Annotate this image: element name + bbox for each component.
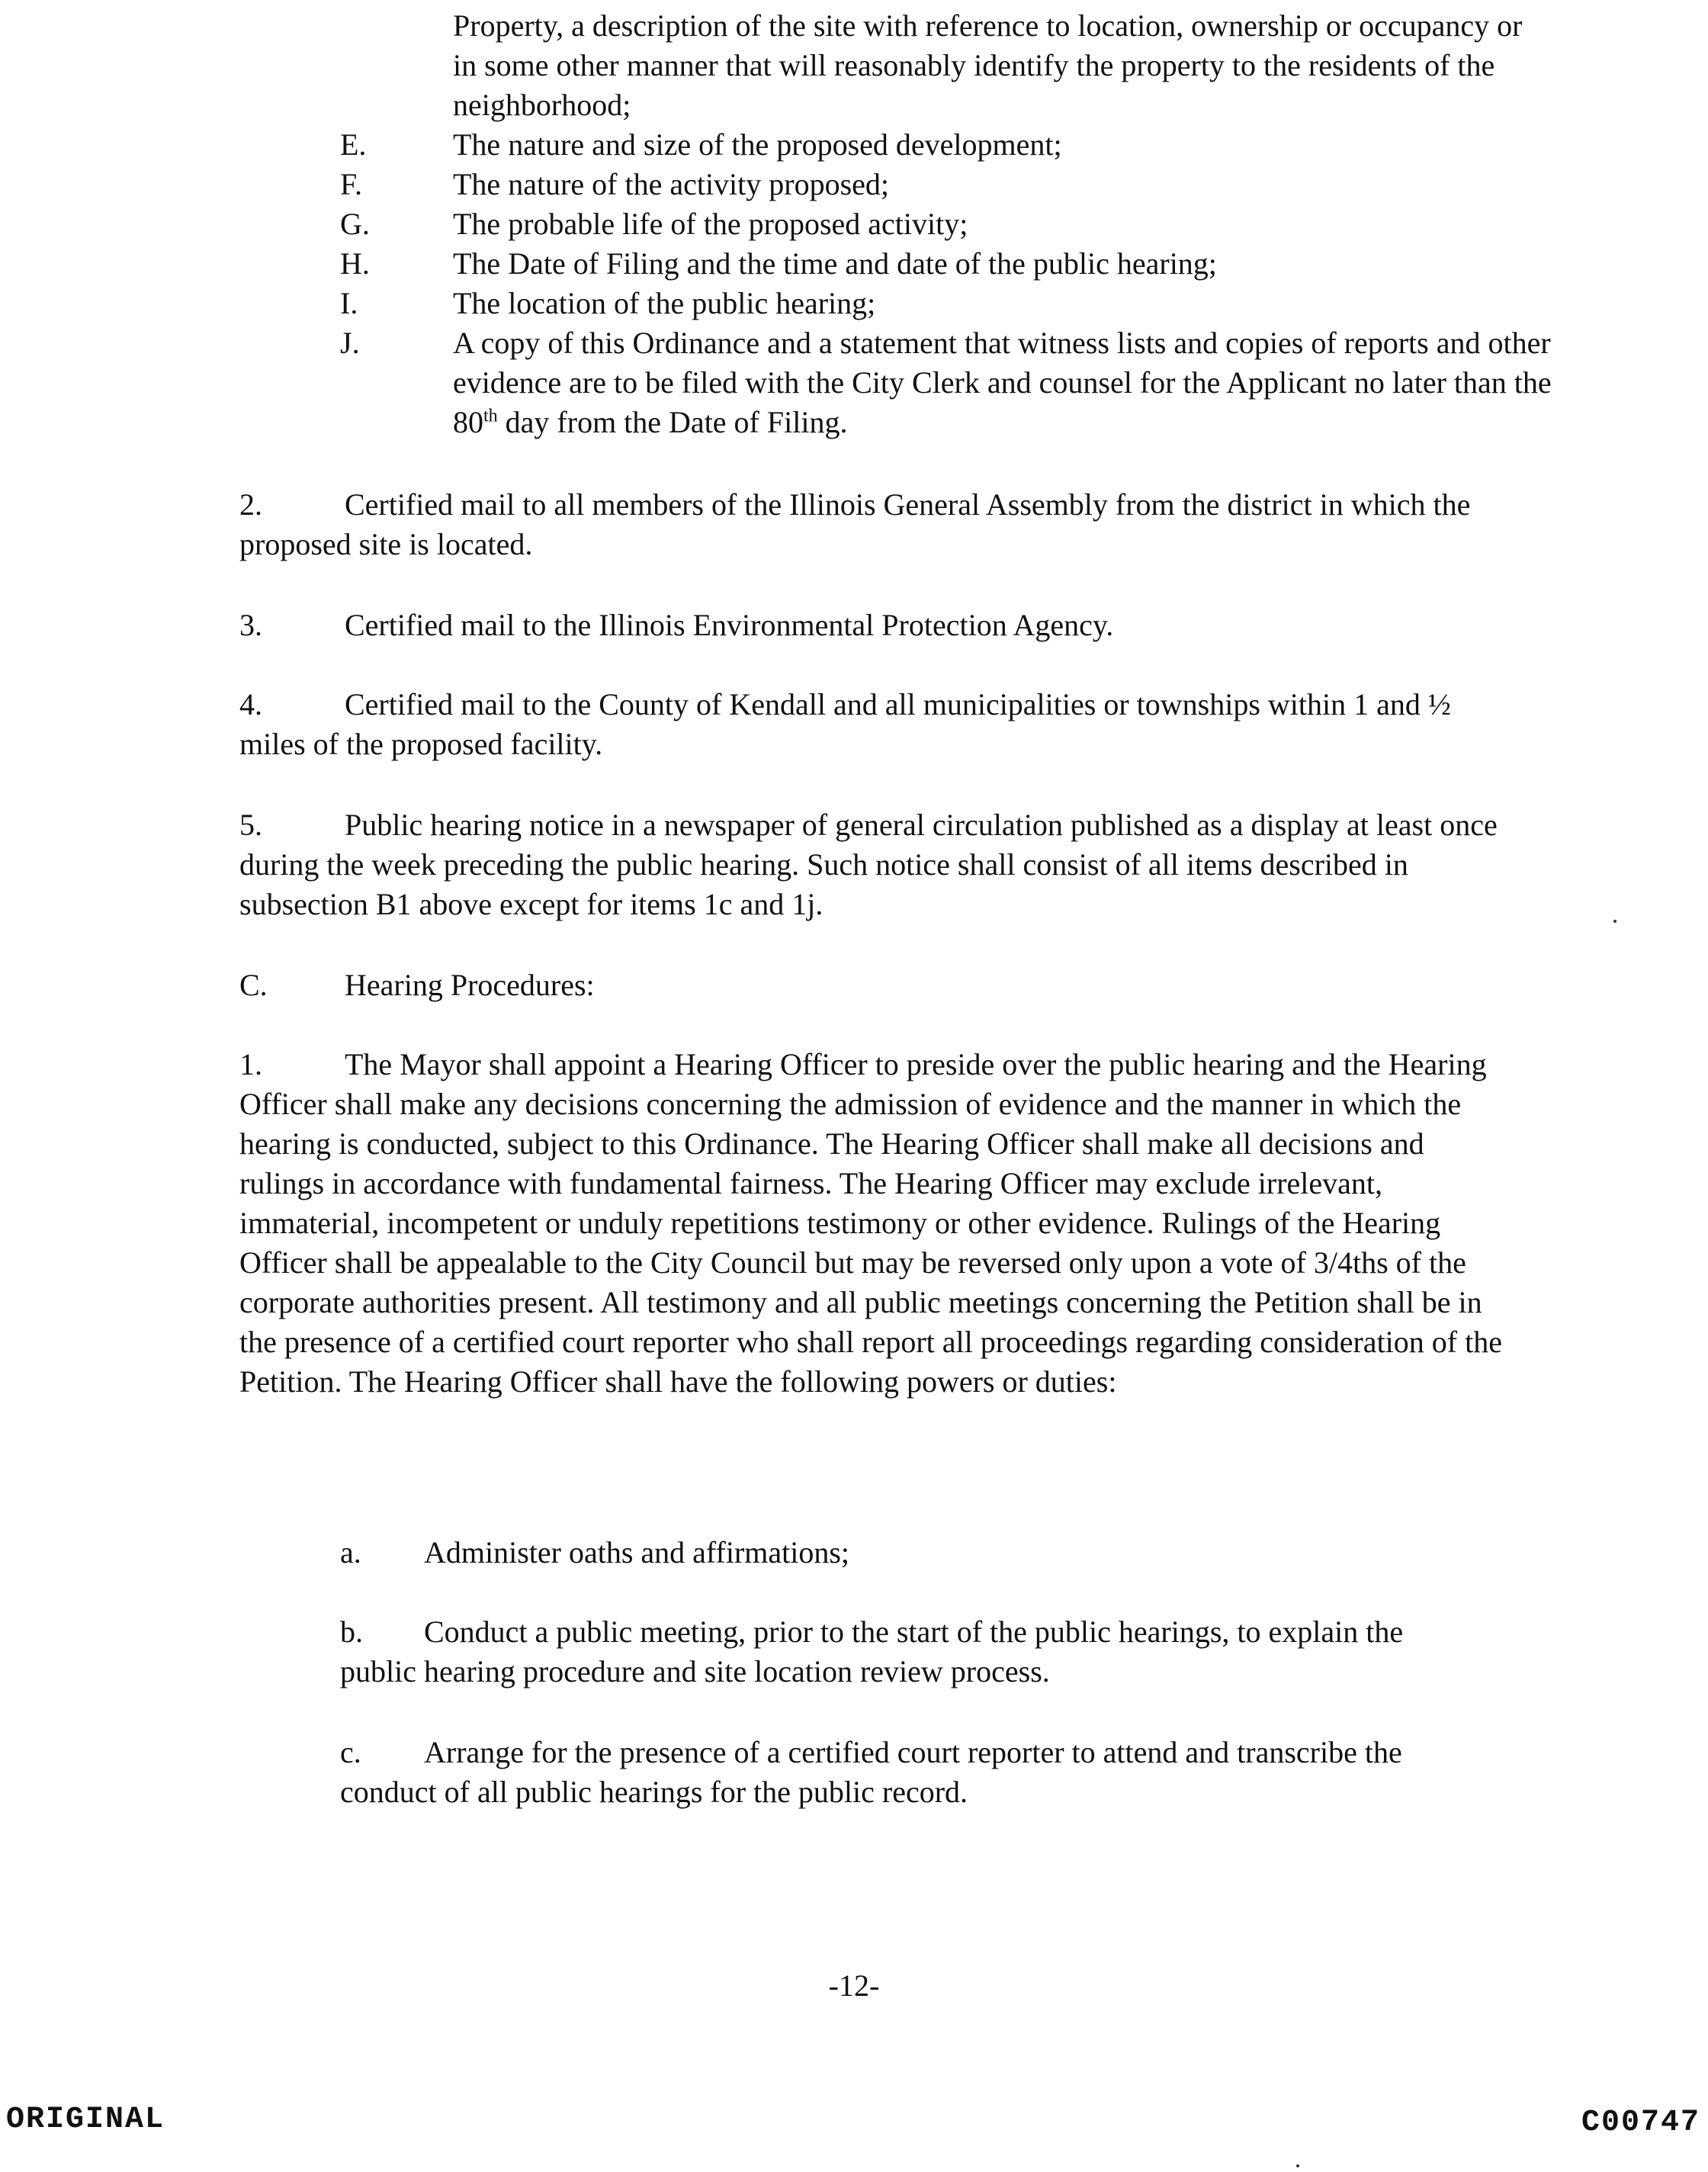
sub-item-label: b. — [340, 1615, 363, 1649]
list-item-label: H. — [340, 246, 370, 281]
numbered-paragraph — [239, 606, 1505, 645]
list-item — [340, 204, 1552, 244]
sub-item-label: c. — [340, 1735, 361, 1769]
continuation-text: Property, a description of the site with reference to location, ownership or occupancy or in some other manner that will reasonably identify the property to the residents of the neighborhood; — [453, 8, 1523, 122]
list-item-text — [453, 323, 1552, 442]
numbered-paragraph — [239, 685, 1505, 764]
numbered-paragraph — [239, 485, 1505, 564]
list-item-text: The nature of the activity proposed; — [453, 167, 890, 201]
list-item — [340, 125, 1552, 165]
list-item-text: The probable life of the proposed activity; — [453, 207, 968, 241]
original-stamp: ORIGINAL — [6, 2103, 165, 2137]
section-label: C. — [239, 968, 268, 1002]
scan-speck — [1296, 2164, 1299, 2167]
numbered-paragraph — [239, 805, 1505, 924]
list-item-text-main: A copy of this Ordinance and a statement that witness lists and copies of reports and other evidence are to be filed with the City Clerk and counsel for the Applicant no later than the 80 — [453, 326, 1552, 439]
sub-item-text: Administer oaths and affirmations; — [424, 1535, 850, 1570]
page-number: -12- — [828, 1968, 880, 2003]
paragraph-text: Certified mail to the Illinois Environmental Protection Agency. — [345, 608, 1114, 642]
paragraph-number: 4. — [239, 687, 262, 721]
bates-number: C00747 — [1581, 2106, 1700, 2140]
list-item — [340, 165, 1552, 204]
sub-item-text: Conduct a public meeting, prior to the start of the public hearings, to explain the public hearing procedure and site location review process. — [340, 1615, 1404, 1688]
sub-item — [340, 1533, 1408, 1573]
list-item-text: The nature and size of the proposed development; — [453, 127, 1062, 162]
paragraph-text: The Mayor shall appoint a Hearing Officer to preside over the public hearing and the Hearing Officer shall make any decisions concerning the admission of evidence and the manner in which the hearing is conducted, subject to this Ordinance. The Hearing Officer shall make all decisions and rulings in accordance with fundamental fairness. The Hearing Officer may exclude irrelevant, immaterial, incompetent or unduly repetitions testimony or other evidence. Rulings of the Hearing Officer shall be appealable to the City Council but may be reversed only upon a vote of 3/4ths of the corporate authorities present. All testimony and all public meetings concerning the Petition shall be in the presence of a certified court reporter who shall report all proceedings regarding consideration of the Petition. The Hearing Officer shall have the following powers or duties: — [239, 1047, 1502, 1399]
paragraph-number: 3. — [239, 608, 262, 642]
list-item — [340, 323, 1552, 442]
sub-item — [340, 1733, 1408, 1812]
list-item-text: The location of the public hearing; — [453, 286, 876, 320]
paragraph-number: 5. — [239, 808, 262, 842]
section-title: Hearing Procedures: — [345, 968, 595, 1002]
paragraph-text: Certified mail to all members of the Illinois General Assembly from the district in which the proposed site is located. — [239, 487, 1471, 561]
paragraph-number: 2. — [239, 487, 262, 522]
ordinal-suffix: th — [483, 406, 498, 426]
list-item-label: F. — [340, 167, 363, 201]
list-item — [340, 284, 1552, 323]
list-item-text-end: day from the Date of Filing. — [497, 405, 848, 439]
paragraph-number: 1. — [239, 1047, 262, 1081]
list-item-label: I. — [340, 286, 358, 320]
list-item-text: The Date of Filing and the time and date of the public hearing; — [453, 246, 1217, 281]
list-item-label: J. — [340, 326, 360, 360]
numbered-paragraph — [239, 1045, 1505, 1402]
sub-item-text: Arrange for the presence of a certified court reporter to attend and transcribe the conduct of all public hearings for the public record. — [340, 1735, 1402, 1809]
section-heading — [239, 966, 1505, 1005]
sub-item — [340, 1612, 1408, 1692]
paragraph-text: Public hearing notice in a newspaper of general circulation published as a display at least once during the week preceding the public hearing. Such notice shall consist of all items described in subsection B1 above except for items 1c and 1j. — [239, 808, 1498, 921]
sub-item-label: a. — [340, 1535, 361, 1570]
list-item-label: G. — [340, 207, 370, 241]
scan-speck — [1613, 920, 1616, 923]
paragraph-text: Certified mail to the County of Kendall and all municipalities or townships within 1 and ½ miles of the proposed facility. — [239, 687, 1451, 761]
list-item — [340, 244, 1552, 284]
lettered-list — [340, 125, 1552, 442]
list-item-label: E. — [340, 127, 367, 162]
